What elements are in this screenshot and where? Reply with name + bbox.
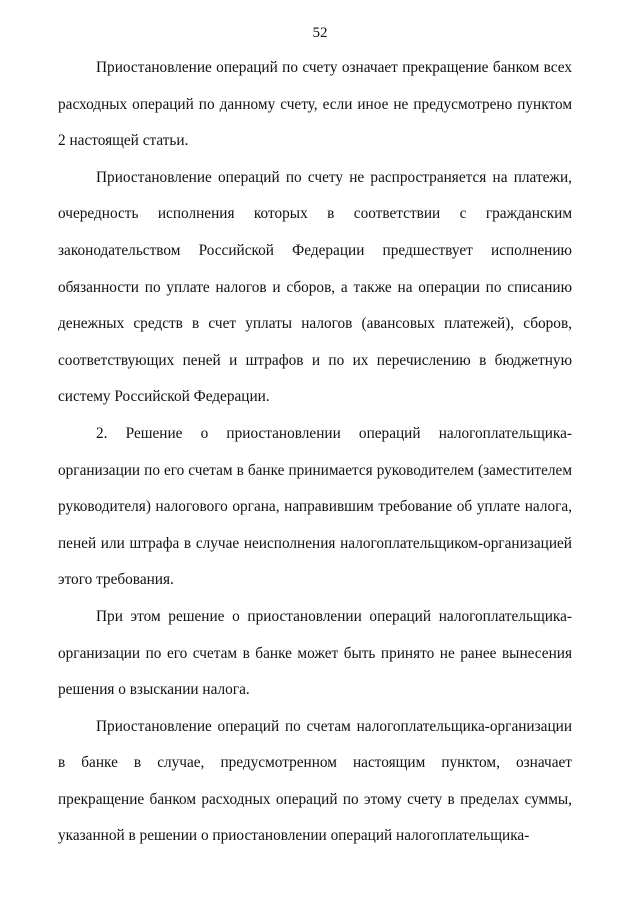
paragraph: Приостановление операций по счетам налогоплательщика-организации в банке в случае, предусмотренном настоящим пунктом, означает прекращение банком расходных операций по этому счету в пределах суммы, указанной в решении о приостановлении операций налогоплательщика- — [58, 717, 572, 845]
paragraph: Приостановление операций по счету не распространяется на платежи, очередность исполнения которых в соответствии с гражданским законодательством Российской Федерации предшествует исполнению обязанности по уплате налогов и сборов, а также на операции по списанию денежных средств в счет уплаты налогов (авансовых платежей), сборов, соответствующих пеней и штрафов и по их перечислению в бюджетную систему Российской Федерации. — [58, 168, 572, 406]
paragraph: 2. Решение о приостановлении операций налогоплательщика-организации по его счетам в банке принимается руководителем (заместителем руководителя) налогового органа, направившим требование об уплате налога, пеней или штрафа в случае неисполнения налогоплательщиком-организацией этого требования. — [58, 424, 572, 589]
page-number: 52 — [312, 25, 328, 41]
paragraph: При этом решение о приостановлении операций налогоплательщика-организации по его счетам в банке может быть принято не ранее вынесения решения о взыскании налога. — [58, 607, 572, 699]
document-body — [58, 50, 572, 855]
paragraph: Приостановление операций по счету означает прекращение банком всех расходных операций по данному счету, если иное не предусмотрено пунктом 2 настоящей статьи. — [58, 59, 572, 150]
